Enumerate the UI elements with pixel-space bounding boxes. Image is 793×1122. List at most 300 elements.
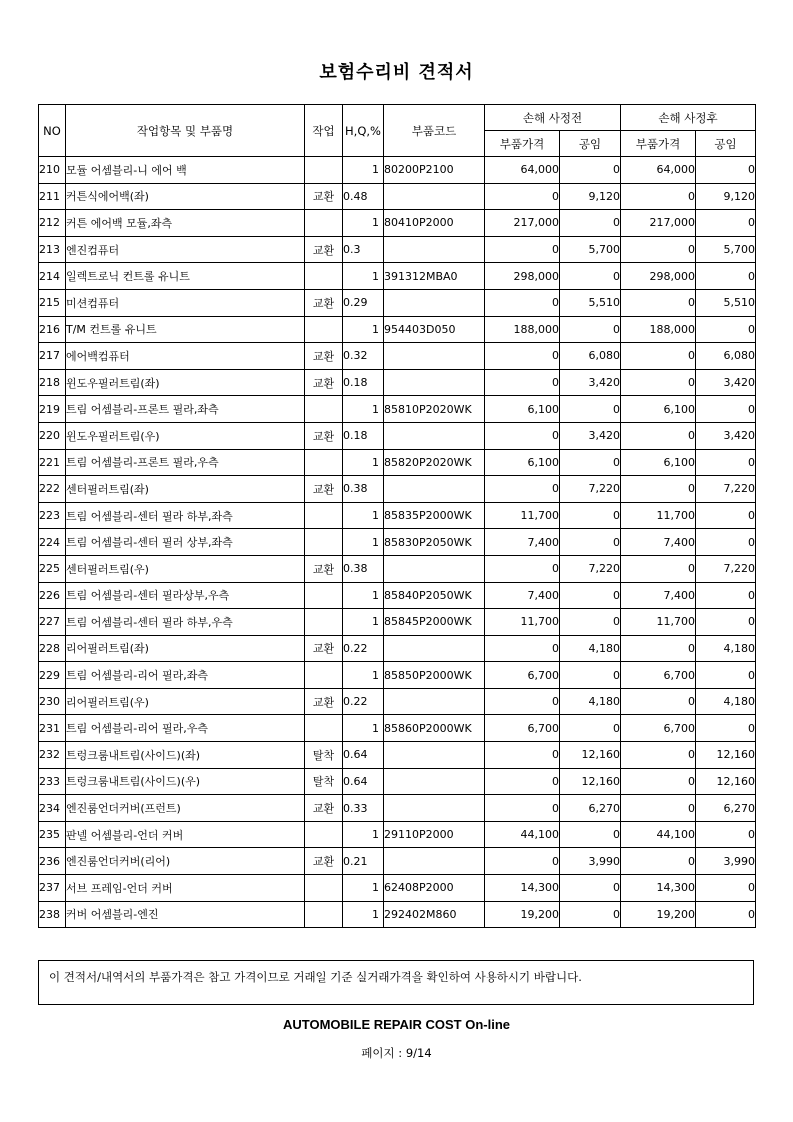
row-after-labor: 0 (696, 609, 756, 636)
row-no: 226 (39, 582, 66, 609)
row-hq: 1 (343, 449, 384, 476)
row-no: 229 (39, 662, 66, 689)
row-before-price: 6,700 (485, 715, 560, 742)
row-hq: 1 (343, 529, 384, 556)
row-before-price: 14,300 (485, 875, 560, 902)
row-before-labor: 0 (560, 875, 621, 902)
row-work-type (305, 502, 343, 529)
row-before-labor: 9,120 (560, 183, 621, 210)
row-before-labor: 0 (560, 609, 621, 636)
row-no: 234 (39, 795, 66, 822)
row-before-labor: 12,160 (560, 742, 621, 769)
table-row (39, 582, 756, 609)
row-part-code: 391312MBA0 (384, 263, 485, 290)
row-no: 237 (39, 875, 66, 902)
row-after-labor: 4,180 (696, 635, 756, 662)
row-after-price: 0 (621, 343, 696, 370)
row-after-labor: 12,160 (696, 768, 756, 795)
row-after-price: 7,400 (621, 529, 696, 556)
table-row (39, 609, 756, 636)
row-part-code (384, 343, 485, 370)
row-after-price: 0 (621, 369, 696, 396)
table-row (39, 449, 756, 476)
row-before-price: 44,100 (485, 821, 560, 848)
row-part-code (384, 476, 485, 503)
row-after-price: 217,000 (621, 210, 696, 237)
table-row (39, 555, 756, 582)
row-before-labor: 0 (560, 715, 621, 742)
row-item-name: T/M 컨트롤 유니트 (66, 316, 305, 343)
row-part-code: 85820P2020WK (384, 449, 485, 476)
row-hq: 1 (343, 210, 384, 237)
row-after-labor: 3,990 (696, 848, 756, 875)
row-after-labor: 7,220 (696, 476, 756, 503)
row-part-code: 85810P2020WK (384, 396, 485, 423)
row-after-labor: 0 (696, 821, 756, 848)
row-before-labor: 3,990 (560, 848, 621, 875)
row-before-labor: 4,180 (560, 688, 621, 715)
row-work-type: 교환 (305, 848, 343, 875)
row-item-name: 리어필러트림(우) (66, 688, 305, 715)
header-after: 손해 사정후 (621, 105, 756, 131)
table-row (39, 210, 756, 237)
row-after-labor: 3,420 (696, 369, 756, 396)
row-no: 238 (39, 901, 66, 928)
row-after-labor: 0 (696, 582, 756, 609)
row-part-code (384, 289, 485, 316)
row-work-type (305, 662, 343, 689)
row-work-type: 교환 (305, 635, 343, 662)
row-part-code (384, 635, 485, 662)
row-after-price: 0 (621, 236, 696, 263)
row-no: 230 (39, 688, 66, 715)
row-before-labor: 0 (560, 449, 621, 476)
row-before-labor: 0 (560, 396, 621, 423)
table-row (39, 502, 756, 529)
row-before-price: 0 (485, 688, 560, 715)
row-hq: 0.21 (343, 848, 384, 875)
row-part-code: 85860P2000WK (384, 715, 485, 742)
row-before-price: 11,700 (485, 609, 560, 636)
row-item-name: 트림 어셈블리-센터 필라 하부,좌측 (66, 502, 305, 529)
row-hq: 0.18 (343, 422, 384, 449)
row-no: 214 (39, 263, 66, 290)
row-part-code (384, 369, 485, 396)
row-after-labor: 6,080 (696, 343, 756, 370)
row-no: 217 (39, 343, 66, 370)
row-part-code: 80200P2100 (384, 157, 485, 184)
row-no: 231 (39, 715, 66, 742)
row-work-type: 교환 (305, 236, 343, 263)
row-no: 210 (39, 157, 66, 184)
row-before-price: 0 (485, 289, 560, 316)
header-after-price: 부품가격 (621, 131, 696, 157)
row-hq: 0.38 (343, 476, 384, 503)
document-title: 보험수리비 견적서 (319, 62, 474, 83)
row-hq: 0.64 (343, 742, 384, 769)
table-row (39, 263, 756, 290)
row-after-labor: 0 (696, 875, 756, 902)
header-after-labor: 공임 (696, 131, 756, 157)
row-work-type (305, 396, 343, 423)
row-before-price: 0 (485, 742, 560, 769)
row-hq: 1 (343, 157, 384, 184)
row-item-name: 모듈 어셈블리-니 에어 백 (66, 157, 305, 184)
row-before-labor: 0 (560, 529, 621, 556)
row-part-code: 85845P2000WK (384, 609, 485, 636)
row-before-price: 217,000 (485, 210, 560, 237)
row-item-name: 센터필러트림(좌) (66, 476, 305, 503)
row-before-labor: 0 (560, 901, 621, 928)
row-item-name: 에어백컴퓨터 (66, 343, 305, 370)
row-before-labor: 0 (560, 662, 621, 689)
row-item-name: 트림 어셈블리-센터 필러 상부,좌측 (66, 529, 305, 556)
row-after-price: 6,100 (621, 449, 696, 476)
row-hq: 0.64 (343, 768, 384, 795)
table-row (39, 901, 756, 928)
row-hq: 0.38 (343, 555, 384, 582)
row-before-labor: 7,220 (560, 555, 621, 582)
row-after-price: 0 (621, 848, 696, 875)
row-no: 235 (39, 821, 66, 848)
row-item-name: 트림 어셈블리-센터 필라 하부,우측 (66, 609, 305, 636)
row-after-price: 0 (621, 742, 696, 769)
table-row (39, 821, 756, 848)
row-after-price: 64,000 (621, 157, 696, 184)
row-after-labor: 0 (696, 502, 756, 529)
header-hq: H,Q,% (343, 105, 384, 157)
row-before-labor: 6,270 (560, 795, 621, 822)
row-hq: 0.18 (343, 369, 384, 396)
row-before-price: 6,700 (485, 662, 560, 689)
row-after-labor: 0 (696, 157, 756, 184)
table-row (39, 795, 756, 822)
row-no: 220 (39, 422, 66, 449)
row-item-name: 미션컴퓨터 (66, 289, 305, 316)
row-part-code (384, 422, 485, 449)
row-work-type: 교환 (305, 422, 343, 449)
row-before-price: 188,000 (485, 316, 560, 343)
row-item-name: 서브 프레임-언더 커버 (66, 875, 305, 902)
row-work-type (305, 901, 343, 928)
row-hq: 0.32 (343, 343, 384, 370)
row-hq: 1 (343, 396, 384, 423)
row-part-code (384, 688, 485, 715)
header-item: 작업항목 및 부품명 (66, 105, 305, 157)
row-part-code: 954403D050 (384, 316, 485, 343)
row-work-type (305, 529, 343, 556)
header-work: 작업 (305, 105, 343, 157)
row-part-code: 62408P2000 (384, 875, 485, 902)
row-after-labor: 0 (696, 396, 756, 423)
row-after-labor: 7,220 (696, 555, 756, 582)
row-before-price: 0 (485, 635, 560, 662)
row-before-labor: 7,220 (560, 476, 621, 503)
row-item-name: 일렉트로닉 컨트롤 유니트 (66, 263, 305, 290)
row-no: 224 (39, 529, 66, 556)
row-after-price: 0 (621, 555, 696, 582)
row-before-labor: 0 (560, 821, 621, 848)
table-row (39, 768, 756, 795)
row-part-code (384, 555, 485, 582)
row-work-type: 교환 (305, 688, 343, 715)
row-work-type (305, 157, 343, 184)
row-item-name: 리어필러트림(좌) (66, 635, 305, 662)
row-part-code (384, 742, 485, 769)
row-work-type: 교환 (305, 183, 343, 210)
header-code: 부품코드 (384, 105, 485, 157)
row-work-type: 탈착 (305, 768, 343, 795)
row-item-name: 엔진룸언더커버(리어) (66, 848, 305, 875)
row-item-name: 커튼식에어백(좌) (66, 183, 305, 210)
header-before: 손해 사정전 (485, 105, 621, 131)
row-part-code: 85835P2000WK (384, 502, 485, 529)
row-no: 222 (39, 476, 66, 503)
row-before-labor: 5,510 (560, 289, 621, 316)
table-row (39, 422, 756, 449)
row-before-price: 6,100 (485, 396, 560, 423)
row-hq: 1 (343, 901, 384, 928)
row-after-labor: 3,420 (696, 422, 756, 449)
row-item-name: 트림 어셈블리-리어 필라,우측 (66, 715, 305, 742)
row-hq: 0.3 (343, 236, 384, 263)
row-item-name: 트렁크룸내트림(사이드)(좌) (66, 742, 305, 769)
row-after-price: 0 (621, 688, 696, 715)
row-part-code: 292402M860 (384, 901, 485, 928)
row-work-type: 교환 (305, 555, 343, 582)
row-after-price: 0 (621, 289, 696, 316)
row-work-type (305, 449, 343, 476)
table-row (39, 662, 756, 689)
row-before-labor: 0 (560, 582, 621, 609)
row-work-type: 탈착 (305, 742, 343, 769)
row-item-name: 트림 어셈블리-프론트 필라,우측 (66, 449, 305, 476)
row-part-code: 85840P2050WK (384, 582, 485, 609)
row-no: 218 (39, 369, 66, 396)
row-no: 227 (39, 609, 66, 636)
row-after-labor: 0 (696, 210, 756, 237)
row-work-type: 교환 (305, 343, 343, 370)
row-after-labor: 0 (696, 316, 756, 343)
table-row (39, 289, 756, 316)
row-hq: 1 (343, 263, 384, 290)
row-item-name: 트림 어셈블리-센터 필라상부,우측 (66, 582, 305, 609)
row-part-code: 29110P2000 (384, 821, 485, 848)
row-no: 236 (39, 848, 66, 875)
row-item-name: 커버 어셈블리-엔진 (66, 901, 305, 928)
row-work-type (305, 609, 343, 636)
row-no: 225 (39, 555, 66, 582)
row-hq: 1 (343, 821, 384, 848)
row-work-type: 교환 (305, 289, 343, 316)
table-row (39, 742, 756, 769)
table-row (39, 688, 756, 715)
table-row (39, 236, 756, 263)
page-number: 페이지 : 9/14 (361, 1046, 432, 1060)
row-item-name: 윈도우필러트림(좌) (66, 369, 305, 396)
row-after-labor: 0 (696, 901, 756, 928)
row-before-price: 7,400 (485, 529, 560, 556)
row-item-name: 커튼 에어백 모듈,좌측 (66, 210, 305, 237)
row-before-labor: 0 (560, 502, 621, 529)
row-after-price: 19,200 (621, 901, 696, 928)
row-no: 228 (39, 635, 66, 662)
row-no: 215 (39, 289, 66, 316)
table-row (39, 715, 756, 742)
row-after-labor: 0 (696, 715, 756, 742)
row-item-name: 트림 어셈블리-프론트 필라,좌측 (66, 396, 305, 423)
row-before-labor: 4,180 (560, 635, 621, 662)
row-hq: 1 (343, 316, 384, 343)
row-hq: 0.33 (343, 795, 384, 822)
row-before-price: 19,200 (485, 901, 560, 928)
row-work-type (305, 875, 343, 902)
row-before-price: 0 (485, 555, 560, 582)
row-work-type (305, 263, 343, 290)
row-before-price: 0 (485, 768, 560, 795)
row-part-code (384, 848, 485, 875)
row-before-price: 0 (485, 236, 560, 263)
row-before-price: 64,000 (485, 157, 560, 184)
row-after-labor: 9,120 (696, 183, 756, 210)
row-after-price: 11,700 (621, 502, 696, 529)
table-row (39, 183, 756, 210)
row-hq: 1 (343, 662, 384, 689)
row-after-price: 298,000 (621, 263, 696, 290)
row-before-labor: 0 (560, 210, 621, 237)
table-row (39, 635, 756, 662)
row-item-name: 판넬 어셈블리-언더 커버 (66, 821, 305, 848)
row-after-labor: 0 (696, 449, 756, 476)
row-item-name: 엔진룸언더커버(프런트) (66, 795, 305, 822)
row-before-labor: 0 (560, 316, 621, 343)
row-work-type (305, 715, 343, 742)
row-after-labor: 0 (696, 263, 756, 290)
row-no: 223 (39, 502, 66, 529)
row-hq: 0.48 (343, 183, 384, 210)
row-hq: 1 (343, 715, 384, 742)
row-no: 216 (39, 316, 66, 343)
row-after-price: 44,100 (621, 821, 696, 848)
row-part-code (384, 236, 485, 263)
row-after-labor: 0 (696, 529, 756, 556)
table-row (39, 476, 756, 503)
header-before-price: 부품가격 (485, 131, 560, 157)
table-row (39, 529, 756, 556)
row-after-price: 6,700 (621, 715, 696, 742)
row-no: 211 (39, 183, 66, 210)
row-part-code (384, 183, 485, 210)
row-after-price: 0 (621, 768, 696, 795)
row-work-type: 교환 (305, 369, 343, 396)
table-row (39, 343, 756, 370)
row-before-labor: 0 (560, 157, 621, 184)
row-before-labor: 12,160 (560, 768, 621, 795)
row-after-price: 0 (621, 422, 696, 449)
row-work-type (305, 821, 343, 848)
row-part-code: 80410P2000 (384, 210, 485, 237)
table-row (39, 396, 756, 423)
row-before-price: 0 (485, 848, 560, 875)
row-before-price: 0 (485, 183, 560, 210)
row-after-labor: 5,510 (696, 289, 756, 316)
row-no: 212 (39, 210, 66, 237)
table-row (39, 369, 756, 396)
row-before-price: 0 (485, 369, 560, 396)
estimate-table (38, 104, 756, 928)
row-hq: 1 (343, 875, 384, 902)
row-before-labor: 3,420 (560, 422, 621, 449)
row-hq: 0.29 (343, 289, 384, 316)
header-no: NO (39, 105, 66, 157)
row-after-labor: 5,700 (696, 236, 756, 263)
row-before-price: 0 (485, 422, 560, 449)
row-work-type (305, 210, 343, 237)
table-row (39, 157, 756, 184)
row-before-price: 7,400 (485, 582, 560, 609)
row-part-code: 85830P2050WK (384, 529, 485, 556)
row-part-code (384, 795, 485, 822)
row-hq: 1 (343, 582, 384, 609)
row-hq: 1 (343, 502, 384, 529)
row-hq: 0.22 (343, 635, 384, 662)
row-part-code (384, 768, 485, 795)
row-after-price: 7,400 (621, 582, 696, 609)
row-hq: 0.22 (343, 688, 384, 715)
row-before-labor: 0 (560, 263, 621, 290)
row-after-labor: 4,180 (696, 688, 756, 715)
row-after-price: 0 (621, 635, 696, 662)
header-before-labor: 공임 (560, 131, 621, 157)
row-no: 219 (39, 396, 66, 423)
row-before-price: 0 (485, 795, 560, 822)
row-after-labor: 6,270 (696, 795, 756, 822)
row-no: 233 (39, 768, 66, 795)
row-before-labor: 6,080 (560, 343, 621, 370)
row-item-name: 센터필러트림(우) (66, 555, 305, 582)
row-work-type: 교환 (305, 476, 343, 503)
row-after-price: 0 (621, 183, 696, 210)
row-after-price: 0 (621, 476, 696, 503)
row-before-price: 0 (485, 476, 560, 503)
row-work-type (305, 316, 343, 343)
row-after-price: 14,300 (621, 875, 696, 902)
row-before-price: 11,700 (485, 502, 560, 529)
row-item-name: 트림 어셈블리-리어 필라,좌측 (66, 662, 305, 689)
row-after-price: 6,700 (621, 662, 696, 689)
row-after-price: 6,100 (621, 396, 696, 423)
footer-brand: AUTOMOBILE REPAIR COST On-line (282, 1017, 511, 1032)
row-item-name: 엔진컴퓨터 (66, 236, 305, 263)
table-row (39, 848, 756, 875)
row-no: 213 (39, 236, 66, 263)
row-work-type (305, 582, 343, 609)
row-item-name: 트렁크룸내트림(사이드)(우) (66, 768, 305, 795)
row-before-price: 0 (485, 343, 560, 370)
row-work-type: 교환 (305, 795, 343, 822)
table-row (39, 316, 756, 343)
row-before-price: 298,000 (485, 263, 560, 290)
row-after-labor: 0 (696, 662, 756, 689)
row-before-labor: 5,700 (560, 236, 621, 263)
row-hq: 1 (343, 609, 384, 636)
notice-box: 이 견적서/내역서의 부품가격은 참고 가격이므로 거래일 기준 실거래가격을 확인하여 사용하시기 바랍니다. (38, 960, 754, 1005)
row-before-price: 6,100 (485, 449, 560, 476)
row-item-name: 윈도우필러트림(우) (66, 422, 305, 449)
row-after-labor: 12,160 (696, 742, 756, 769)
row-before-labor: 3,420 (560, 369, 621, 396)
row-no: 232 (39, 742, 66, 769)
